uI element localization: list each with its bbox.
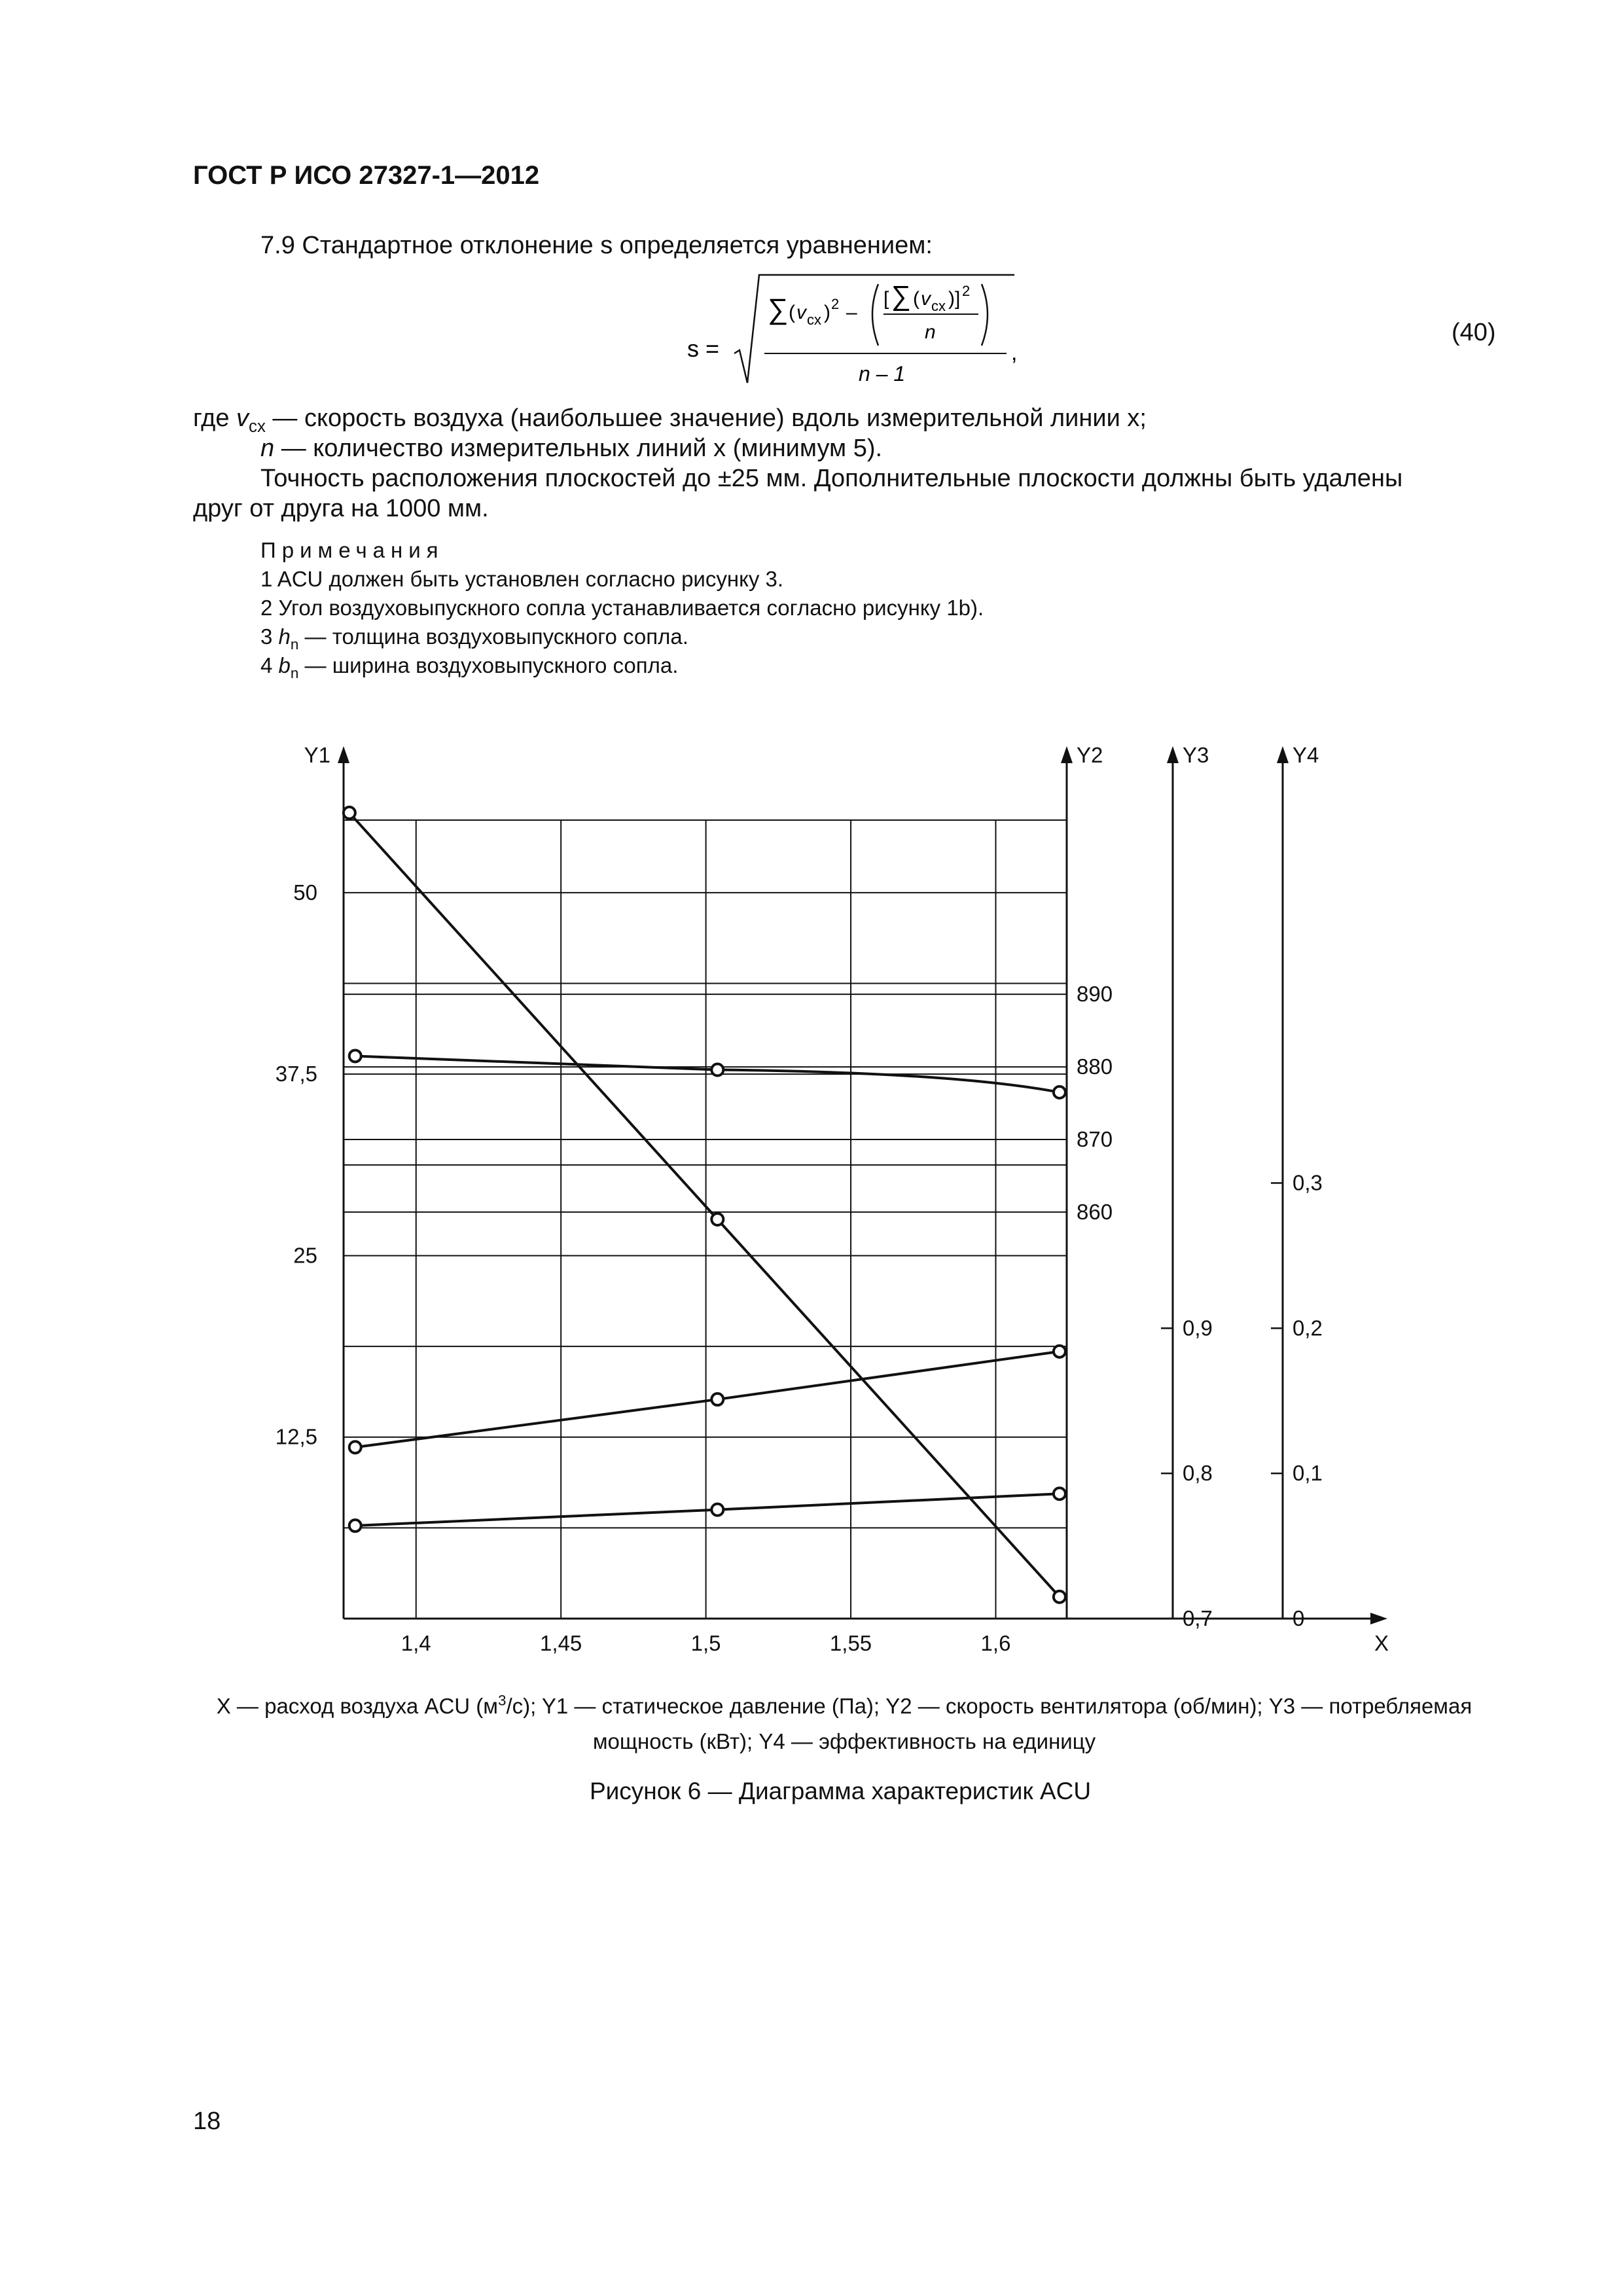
y3-axis-arrow bbox=[1167, 746, 1179, 763]
svg-text:v: v bbox=[921, 288, 931, 310]
figure-caption: Рисунок 6 — Диаграмма характеристик ACU bbox=[589, 1778, 1092, 1804]
y1-tick-label: 37,5 bbox=[275, 1062, 317, 1086]
x-axis-arrow bbox=[1370, 1613, 1387, 1624]
notes-title: Примечания bbox=[260, 538, 444, 562]
y3-tick-label: 0,7 bbox=[1183, 1606, 1213, 1630]
x-tick-label: 1,5 bbox=[690, 1631, 721, 1655]
y4-tick-label: 0,2 bbox=[1293, 1316, 1323, 1340]
svg-text:,: , bbox=[1011, 340, 1018, 365]
equation-number: (40) bbox=[1452, 319, 1496, 346]
series-y2-point bbox=[711, 1064, 723, 1076]
series-y3-point bbox=[1054, 1488, 1065, 1499]
x-tick-label: 1,45 bbox=[540, 1631, 582, 1655]
svg-text:cx: cx bbox=[807, 312, 821, 328]
x-tick-label: 1,4 bbox=[401, 1631, 431, 1655]
y2-axis-label: Y2 bbox=[1077, 743, 1103, 767]
series-y1-point bbox=[344, 807, 355, 819]
series-y4-point bbox=[349, 1441, 361, 1453]
svg-text:[: [ bbox=[883, 288, 889, 310]
note-3: 3 $h_n$ — толщина воздуховыпускного сопла. bbox=[260, 624, 688, 653]
y3-tick-label: 0,9 bbox=[1183, 1316, 1213, 1340]
document-header: ГОСТ Р ИСО 27327-1—2012 bbox=[193, 161, 540, 190]
note-1: 1 ACU должен быть установлен согласно рисунку 3. bbox=[260, 567, 784, 591]
svg-text:–: – bbox=[846, 302, 857, 323]
chart-series bbox=[344, 807, 1065, 1603]
series-y2-point bbox=[349, 1050, 361, 1062]
x-axis-label: X bbox=[1374, 1631, 1389, 1655]
chart-axes bbox=[338, 746, 1387, 1624]
y2-tick-label: 860 bbox=[1077, 1199, 1113, 1224]
y1-tick-label: 25 bbox=[293, 1243, 317, 1268]
formula-denominator: n – 1 bbox=[859, 362, 906, 386]
page-number: 18 bbox=[193, 2108, 221, 2135]
y1-tick-label: 12,5 bbox=[275, 1424, 317, 1449]
section-7-9-text: 7.9 Стандартное отклонение s определяется уравнением: bbox=[260, 232, 933, 259]
formula-sum-1: ∑ bbox=[768, 293, 789, 325]
y3-axis-label: Y3 bbox=[1183, 743, 1209, 767]
svg-text:v: v bbox=[796, 302, 806, 323]
series-y3-line bbox=[355, 1494, 1060, 1526]
y4-tick-label: 0,3 bbox=[1293, 1170, 1323, 1195]
svg-text:n: n bbox=[925, 321, 936, 343]
figure-legend: X — расход воздуха ACU $(м^3/с)$; Y1 — статическое давление (Па); Y2 — скорость вентилятора (об/мин); Y3 — потребляемая мощность (кВт); Y4 — эффективность на единицу bbox=[216, 1692, 1472, 1753]
y2-tick-label: 870 bbox=[1077, 1127, 1113, 1151]
x-tick-label: 1,6 bbox=[980, 1631, 1011, 1655]
y4-axis-arrow bbox=[1277, 746, 1289, 763]
note-2: 2 Угол воздуховыпускного сопла устанавливается согласно рисунку 1b). bbox=[260, 596, 984, 620]
series-y3-point bbox=[349, 1520, 361, 1532]
y1-axis-label: Y1 bbox=[304, 743, 330, 767]
formula-lhs: s = bbox=[687, 335, 720, 362]
y1-tick-label: 50 bbox=[293, 880, 317, 905]
svg-text:): ) bbox=[824, 302, 830, 323]
svg-text:(: ( bbox=[913, 288, 919, 310]
x-tick-label: 1,55 bbox=[829, 1631, 872, 1655]
svg-text:(: ( bbox=[789, 302, 795, 323]
svg-text:)]: )] bbox=[948, 288, 961, 310]
series-y1-point bbox=[1054, 1591, 1065, 1603]
chart-labels bbox=[276, 743, 1389, 1655]
y4-tick-label: 0,1 bbox=[1293, 1461, 1323, 1486]
formula-sum-2: ∑ bbox=[891, 280, 911, 311]
series-y1-point bbox=[711, 1213, 723, 1225]
paragraph-line-2: друг от друга на 1000 мм. bbox=[193, 495, 489, 522]
y2-tick-label: 890 bbox=[1077, 982, 1113, 1007]
y1-axis-arrow bbox=[338, 746, 349, 763]
series-y4-point bbox=[711, 1393, 723, 1405]
where-line-2: n — количество измерительных линий x (минимум 5). bbox=[260, 435, 883, 462]
note-4: 4 $b_n$ — ширина воздуховыпускного сопла. bbox=[260, 653, 679, 681]
series-y1-line bbox=[349, 813, 1060, 1597]
svg-text:2: 2 bbox=[831, 296, 840, 312]
series-y4-point bbox=[1054, 1346, 1065, 1357]
y4-tick-label: 0 bbox=[1293, 1606, 1305, 1630]
series-y3-point bbox=[711, 1504, 723, 1516]
series-y4-line bbox=[355, 1352, 1060, 1447]
paragraph-line-1: Точность расположения плоскостей до ±25 мм. Дополнительные плоскости должны быть удалены bbox=[260, 465, 1403, 492]
svg-text:cx: cx bbox=[931, 298, 946, 314]
y4-axis-label: Y4 bbox=[1293, 743, 1319, 767]
y2-tick-label: 880 bbox=[1077, 1054, 1113, 1079]
svg-text:2: 2 bbox=[962, 283, 971, 299]
y2-axis-arrow bbox=[1061, 746, 1073, 763]
series-y2-point bbox=[1054, 1086, 1065, 1098]
where-line-1: где $v_{cx}$ — скорость воздуха (наибольшее значение) вдоль измерительной линии x; bbox=[193, 404, 1147, 437]
y3-tick-label: 0,8 bbox=[1183, 1461, 1213, 1486]
